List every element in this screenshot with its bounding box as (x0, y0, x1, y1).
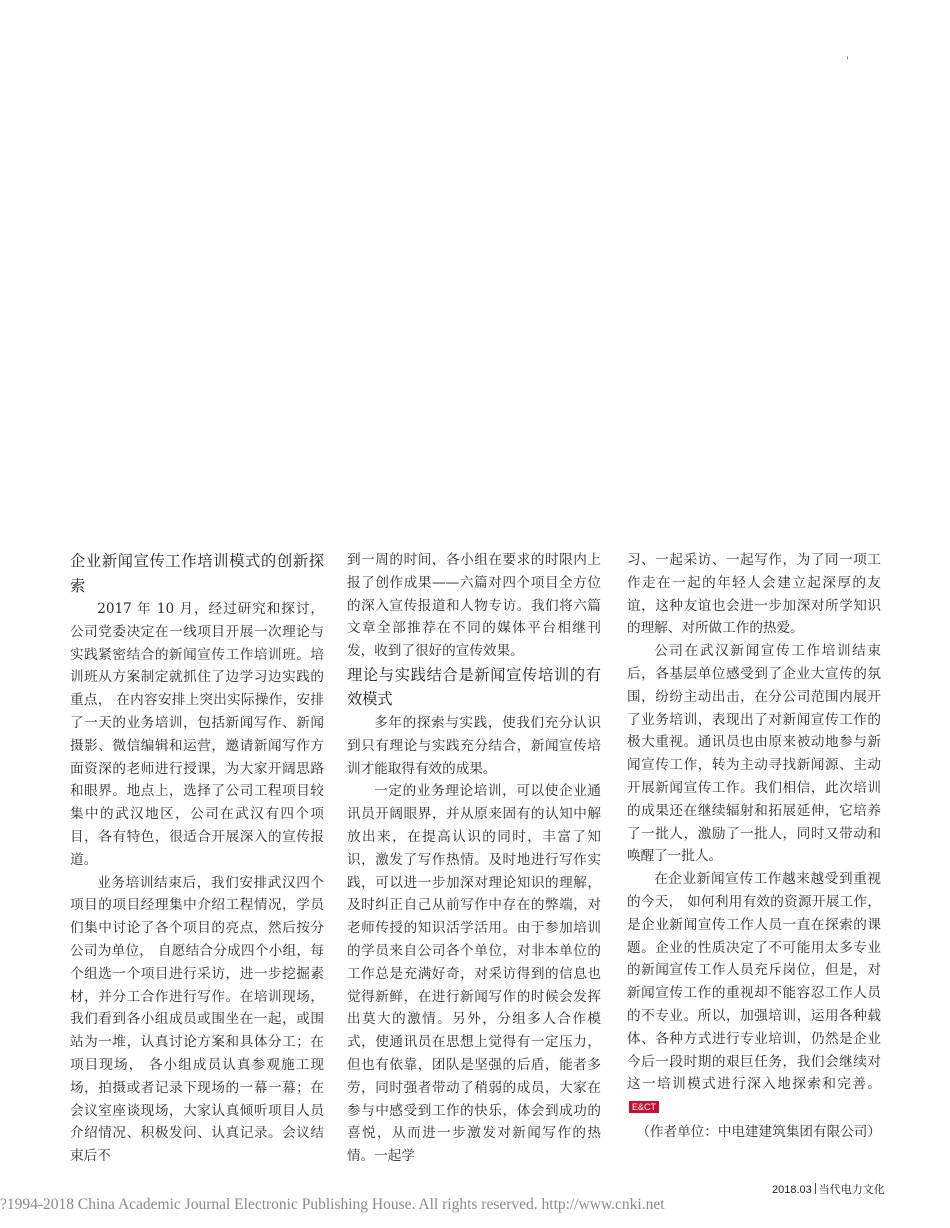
issue-number: 2018.03 (772, 1184, 812, 1196)
author-affiliation: （作者单位：中电建建筑集团有限公司） (636, 1123, 881, 1140)
page-mark: ' (846, 56, 849, 67)
section-heading-1: 企业新闻宣传工作培训模式的创新探索 (70, 552, 324, 595)
paragraph: 多年的探索与实践，使我们充分认识到只有理论与实践充分结合，新闻宣传培训才能取得有效的成果。 (347, 714, 601, 777)
paragraph: 一定的业务理论培训，可以使企业通讯员开阔眼界，并从原来固有的认知中解放出来，在提高认识的同时，丰富了知识，激发了写作热情。及时地进行写作实践，可以进一步加深对理论知识的理解，及时纠正自己从前写作中存在的弊端，对老师传授的知识活学活用。由于参加培训的学员来自公司各个单位，对非本单位的工作总是充满好奇，对采访得到的信息也觉得新鲜，在进行新闻写作的时候会发挥出莫大的激情。另外，分组多人合作模式，使通讯员在思想上觉得有一定压力，但也有依靠，团队是坚强的后盾，能者多劳，同时强者带动了稍弱的成员，大家在参与中感受到工作的快乐，体会到成功的喜悦，从而进一步激发对新闻写作的热情。一起学 (347, 783, 601, 1165)
copyright-notice: ?1994-2018 China Academic Journal Electronic Publishing House. All rights reserved. http://www.cnki.net (0, 1196, 665, 1213)
section-heading-2: 理论与实践结合是新闻宣传培训的有效模式 (347, 665, 601, 709)
paragraph (627, 868, 881, 1119)
end-mark-badge: E&CT (629, 1101, 659, 1113)
footer-separator (815, 1183, 816, 1194)
article-column-1 (70, 549, 324, 1168)
paragraph: 2017 年 10 月，经过研究和探讨，公司党委决定在一线项目开展一次理论与实践紧密结合的新闻宣传工作培训班。培训班从方案制定就抓住了边学习边实践的重点， 在内容安排上突出实际操作，安排了一天的业务培训，包括新闻写作、新闻摄影、微信编辑和运营，邀请新闻写作方面资深的老师进行授课，为大家开阔思路和眼界。地点上，选择了公司工程项目较集中的武汉地区，公司在武汉有四个项目，各有特色，很适合开展深入的宣传报道。 (70, 601, 324, 868)
paragraph-text: 在企业新闻宣传工作越来越受到重视的今天， 如何利用有效的资源开展工作，是企业新闻宣传工作人员一直在探索的课题。企业的性质决定了不可能用太多专业的新闻宣传工作人员充斥岗位，但是，对新闻宣传工作的重视却不能容忍工作人员的不专业。所以，加强培训，运用各种载体、各种方式进行专业培训，仍然是企业今后一段时期的艰巨任务，我们会继续对这一培训模式进行深入地探索和完善。 (627, 871, 881, 1093)
article-column-3 (627, 549, 881, 1144)
paragraph: 业务培训结束后，我们安排武汉四个项目的项目经理集中介绍工程情况，学员们集中讨论了各个项目的亮点，然后按分公司为单位， 自愿结合分成四个小组，每个组选一个项目进行采访，进一步挖掘素材，并分工合作进行写作。在培训现场，我们看到各小组成员或围坐在一起，或围站为一堆，认真讨论方案和具体分工；在项目现场， 各小组成员认真参观施工现场，拍摄或者记录下现场的一幕一幕；在会议室座谈现场，大家认真倾听项目人员介绍情况、积极发问、认真记录。会议结束后不 (70, 874, 324, 1165)
page-footer (772, 1181, 885, 1197)
article-column-2 (347, 549, 601, 1168)
paragraph: 到一周的时间，各小组在要求的时限内上报了创作成果——六篇对四个项目全方位的深入宣传报道和人物专访。我们将六篇文章全部推荐在不同的媒体平台相继刊发，收到了很好的宣传效果。 (347, 552, 601, 660)
paragraph: 公司在武汉新闻宣传工作培训结束后，各基层单位感受到了企业大宣传的氛围，纷纷主动出击，在分公司范围内展开了业务培训，表现出了对新闻宣传工作的极大重视。通讯员也由原来被动地参与新闻宣传工作，转为主动寻找新闻源、主动开展新闻宣传工作。我们相信，此次培训的成果还在继续辐射和拓展延伸，它培养了一批人，激励了一批人，同时又带动和唤醒了一批人。 (627, 643, 881, 865)
paragraph: 习、一起采访、一起写作，为了同一项工作走在一起的年轻人会建立起深厚的友谊，这种友谊也会进一步加深对所学知识的理解、对所做工作的热爱。 (627, 552, 881, 637)
journal-name: 当代电力文化 (818, 1184, 885, 1196)
